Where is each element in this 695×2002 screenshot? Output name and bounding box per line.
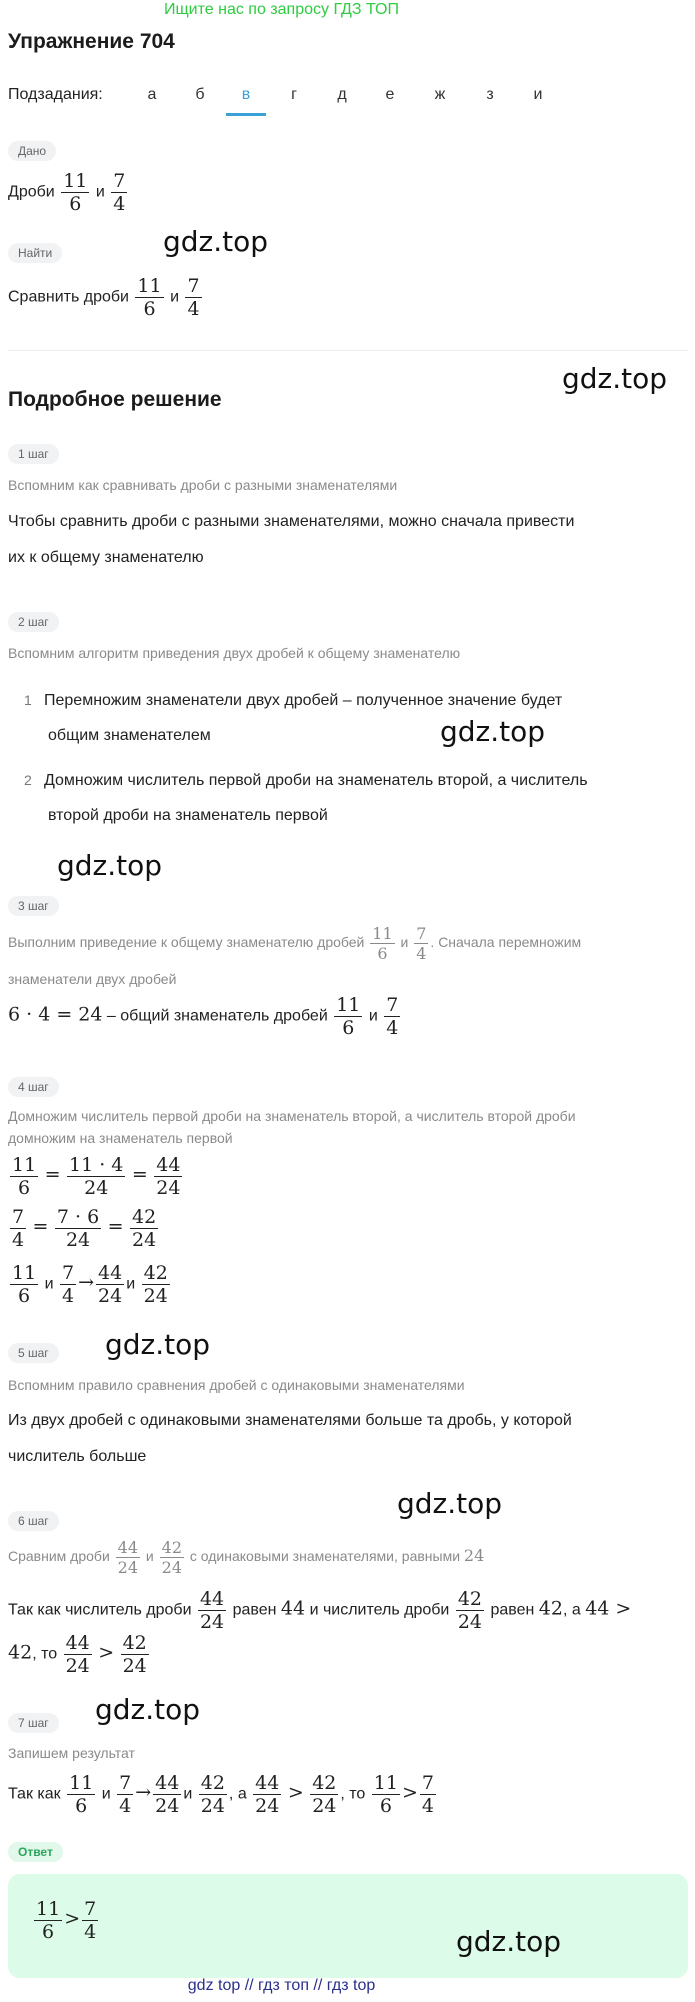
answer-chip: Ответ [8, 1842, 63, 1862]
step-4-chip: 4 шаг [8, 1077, 59, 1097]
fraction: $\frac{44}{24}$ [65, 1632, 90, 1677]
hint-fraction: $\frac{42}{24}$ [161, 1538, 182, 1577]
step-5-line-2: числитель больше [8, 1448, 147, 1465]
fraction: $\frac{7}{4}$ [421, 1772, 434, 1817]
arrow-icon: → [135, 1781, 152, 1804]
hint-fraction: $\frac{11}{6}$ [372, 924, 393, 963]
watermark: gdz.top [163, 225, 269, 258]
given-fraction-1: $\frac{11}{6}$ [63, 170, 88, 215]
given-row [8, 170, 129, 215]
step-2-item-1-line-2: общим знаменателем [48, 727, 211, 744]
subtask-tab-v[interactable]: в [226, 86, 266, 116]
step-3-text: – общий знаменатель дробей [102, 1007, 333, 1025]
watermark: gdz.top [562, 362, 668, 395]
fraction: $\frac{44}{24}$ [255, 1772, 280, 1817]
step-5-line-1: Из двух дробей с одинаковыми знаменателями больше та дробь, у которой [8, 1412, 572, 1429]
fraction: $\frac{44}{24}$ [155, 1772, 180, 1817]
step-5-hint: Вспомним правило сравнения дробей с одинаковыми знаменателями [8, 1377, 465, 1393]
fraction: $\frac{44}{24}$ [199, 1588, 225, 1633]
step-4-equation-2: $\frac{7}{4}$ = $\frac{7 \cdot 6}{24}$ = $\frac{42}{24}$ [12, 1206, 157, 1251]
fraction: $\frac{11}{6}$ [12, 1154, 37, 1199]
find-fraction-1: $\frac{11}{6}$ [137, 275, 162, 320]
fraction: $\frac{11}{6}$ [373, 1772, 398, 1817]
subtask-tab-a[interactable]: а [147, 86, 157, 103]
step-6-line-1: Так как числитель дроби $\frac{44}{24}$ равен 44 и числитель дроби $\frac{42}{24}$ равен 42, а 44 > [8, 1588, 632, 1633]
list-number: 2 [24, 772, 32, 788]
step-7-result: Так как $\frac{11}{6}$ и $\frac{7}{4}$ → $\frac{44}{24}$ и $\frac{42}{24}$ , а $\frac{44}{24}$ > $\frac{42}{24}$ , то $\frac{11}{6}$ > $\frac{7}{4}$ [8, 1772, 434, 1817]
answer-expression: $\frac{11}{6}$ > $\frac{7}{4}$ [36, 1898, 97, 1943]
step-1-hint: Вспомним как сравнивать дроби с разными знаменателями [8, 477, 398, 493]
fraction: $\frac{42}{24}$ [143, 1262, 168, 1307]
fraction: $\frac{7}{4}$ [12, 1206, 25, 1251]
page-title: Упражнение 704 [8, 30, 175, 53]
watermark: gdz.top [105, 1328, 211, 1361]
step-3-result: 6 · 4 = 24 – общий знаменатель дробей $\frac{11}{6}$ и $\frac{7}{4}$ [8, 994, 399, 1039]
step-2-chip: 2 шаг [8, 612, 59, 632]
step-4-conversion: $\frac{11}{6}$ и $\frac{7}{4}$ → $\frac{44}{24}$ и $\frac{42}{24}$ [12, 1262, 168, 1307]
fraction: $\frac{7 \cdot 6}{24}$ [56, 1206, 100, 1251]
top-search-link[interactable]: Ищите нас по запросу ГДЗ ТОП [164, 1, 399, 18]
divider [8, 350, 688, 351]
find-text: Сравнить дроби [8, 288, 129, 306]
fraction: $\frac{11 \cdot 4}{24}$ [69, 1154, 124, 1199]
step-2-item-2-line-2: второй дроби на знаменатель первой [48, 807, 328, 824]
subtasks-label: Подзадания: [8, 86, 103, 103]
fraction: $\frac{7}{4}$ [84, 1898, 97, 1943]
fraction: $\frac{11}{6}$ [12, 1262, 37, 1307]
step-7-hint: Запишем результат [8, 1745, 135, 1761]
fraction: $\frac{44}{24}$ [98, 1262, 123, 1307]
fraction: $\frac{42}{24}$ [200, 1772, 225, 1817]
solution-title: Подробное решение [8, 388, 222, 411]
step-7-chip: 7 шаг [8, 1713, 59, 1733]
common-denominator-expr: 6 · 4 = 24 [8, 1003, 103, 1026]
fraction: $\frac{7}{4}$ [119, 1772, 132, 1817]
step-1-chip: 1 шаг [8, 444, 59, 464]
subtask-tab-zh[interactable]: ж [434, 86, 446, 103]
fraction: $\frac{7}{4}$ [386, 994, 399, 1039]
step-2-item-2 [24, 762, 588, 799]
fraction: $\frac{44}{24}$ [156, 1154, 181, 1199]
given-text: Дроби [8, 183, 55, 201]
subtask-tab-e[interactable]: е [385, 86, 395, 103]
step-6-hint: Сравним дроби $\frac{44}{24}$ и $\frac{42}{24}$ с одинаковыми знаменателями, равными 24 [8, 1538, 485, 1577]
footer-links[interactable]: gdz top // гдз топ // гдз top [187, 1977, 376, 1994]
find-chip: Найти [8, 243, 62, 263]
step-4-equation-1: $\frac{11}{6}$ = $\frac{11 \cdot 4}{24}$ = $\frac{44}{24}$ [12, 1154, 181, 1199]
step-3-hint-line-2: знаменатели двух дробей [8, 971, 177, 987]
fraction: $\frac{11}{6}$ [336, 994, 361, 1039]
subtask-tab-b[interactable]: б [195, 86, 205, 103]
find-conj: и [170, 288, 179, 306]
find-fraction-2: $\frac{7}{4}$ [187, 275, 200, 320]
answer-box [8, 1874, 688, 1978]
given-fraction-2: $\frac{7}{4}$ [113, 170, 126, 215]
step-2-hint: Вспомним алгоритм приведения двух дробей к общему знаменателю [8, 645, 461, 661]
arrow-icon: → [78, 1271, 95, 1294]
list-number: 1 [24, 692, 32, 708]
given-chip: Дано [8, 141, 56, 161]
fraction: $\frac{11}{6}$ [36, 1898, 61, 1943]
watermark: gdz.top [397, 1487, 503, 1520]
step-6-line-2: 42, то $\frac{44}{24}$ > $\frac{42}{24}$ [8, 1632, 147, 1677]
step-2-item-2-line-1: Домножим числитель первой дроби на знаменатель второй, а числитель [44, 772, 588, 789]
step-4-hint-line-2: домножим на знаменатель первой [8, 1130, 233, 1146]
watermark: gdz.top [456, 1925, 562, 1958]
step-1-line-2: их к общему знаменателю [8, 549, 204, 566]
step-2-item-1-line-1: Перемножим знаменатели двух дробей – полученное значение будет [44, 692, 563, 709]
step-4-hint-line-1: Домножим числитель первой дроби на знаменатель второй, а числитель второй дроби [8, 1108, 576, 1124]
fraction: $\frac{42}{24}$ [457, 1588, 482, 1633]
step-3-hint-line-1: Выполним приведение к общему знаменателю дробей $\frac{11}{6}$ и $\frac{7}{4}$ . Сначала перемножим [8, 924, 582, 963]
step-5-chip: 5 шаг [8, 1343, 59, 1363]
watermark: gdz.top [440, 715, 546, 748]
fraction: $\frac{42}{24}$ [312, 1772, 337, 1817]
subtask-tab-g[interactable]: г [291, 86, 297, 103]
subtask-tab-z[interactable]: з [486, 86, 494, 103]
given-conj: и [95, 183, 105, 201]
step-3-chip: 3 шаг [8, 896, 59, 916]
watermark: gdz.top [57, 849, 163, 882]
step-1-line-1: Чтобы сравнить дроби с разными знаменателями, можно сначала привести [8, 513, 575, 530]
fraction: $\frac{42}{24}$ [132, 1206, 157, 1251]
fraction: $\frac{7}{4}$ [62, 1262, 75, 1307]
step-2-item-1 [24, 682, 562, 719]
watermark: gdz.top [95, 1693, 201, 1726]
hint-fraction: $\frac{7}{4}$ [416, 924, 427, 963]
subtask-tab-d[interactable]: д [337, 86, 347, 103]
find-row [8, 275, 204, 320]
hint-fraction: $\frac{44}{24}$ [117, 1538, 139, 1577]
fraction: $\frac{11}{6}$ [69, 1772, 94, 1817]
subtask-tab-i[interactable]: и [533, 86, 543, 103]
fraction: $\frac{42}{24}$ [122, 1632, 147, 1677]
step-6-chip: 6 шаг [8, 1511, 59, 1531]
